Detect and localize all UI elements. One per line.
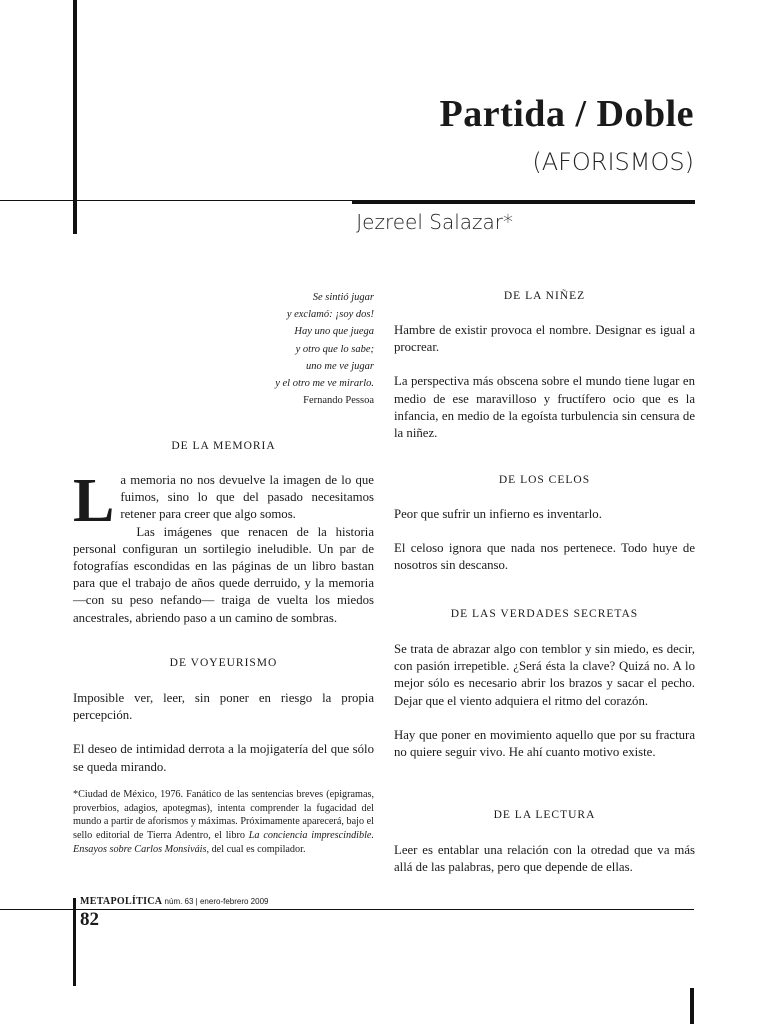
title-underline-rule	[352, 200, 695, 204]
issue-info: núm. 63 | enero-febrero 2009	[164, 897, 269, 906]
epigraph-line: y otro que lo sabe;	[295, 343, 374, 355]
ninez-paragraph-1: Hambre de existir provoca el nombre. Designar es igual a procrear.	[394, 323, 695, 355]
voyeurismo-paragraph-1: Imposible ver, leer, sin poner en riesgo la propia percepción.	[73, 691, 374, 723]
article-author: Jezreel Salazar*	[356, 210, 513, 234]
magazine-name: METAPOLÍTICA	[80, 896, 163, 907]
epigraph-source: Fernando Pessoa	[303, 395, 374, 407]
ninez-paragraph-2: La perspectiva más obscena sobre el mundo tiene lugar en medio de ese maravilloso y fructífero ocio que es la infancia, en medio de la egoísta turbulencia sin censura de la niñez.	[394, 374, 695, 441]
left-vertical-rule-top	[73, 0, 77, 234]
heading-lectura: DE LA LECTURA	[493, 809, 596, 821]
footer-rule	[0, 909, 694, 910]
footnote-text-a: *Ciudad de México, 1976. Fanático de las sentencias breves (epigramas, proverbios, adagios, apotegmas), intenta comprender la fugacidad del mundo a partir de aforismos y máximas. Próximamente aparecerá, bajo el sello editorial de Tierra Adentro, el libro	[73, 789, 374, 842]
bottom-right-corner-mark	[690, 988, 694, 1024]
section-ninez-body	[394, 322, 695, 442]
celos-paragraph-1: Peor que sufrir un infierno es inventarlo.	[394, 507, 602, 521]
drop-cap: L	[73, 467, 115, 535]
memoria-paragraph-2: Las imágenes que renacen de la historia personal configuran un sortilegio ineludible. Un par de fotografías escondidas en las páginas de un libro bastan para que el trabajo de años quede derruido, y la memoria —con su peso nefando— traiga de vuelta los miedos ancestrales, abriendo paso a un camino de sombras.	[73, 524, 374, 625]
epigraph-line: y exclamó: ¡soy dos!	[286, 309, 374, 321]
section-memoria-body	[73, 467, 374, 627]
article-subtitle: (AFORISMOS)	[532, 148, 694, 176]
epigraph-line: Hay uno que juega	[294, 326, 374, 338]
memoria-paragraph-1: a memoria no nos devuelve la imagen de lo que fuimos, sino lo que del pasado necesitamos retener para creer que algo somos.	[120, 473, 374, 522]
epigraph	[200, 289, 374, 409]
heading-memoria: DE LA MEMORIA	[171, 440, 276, 452]
celos-paragraph-2: El celoso ignora que nada nos pertenece. Todo huye de nosotros sin descanso.	[394, 541, 695, 573]
footnote-text-b: , del cual es compilador.	[206, 843, 306, 855]
left-vertical-rule-bottom	[73, 898, 76, 986]
lectura-paragraph-1: Leer es entablar una relación con la otredad que va más allá de las palabras, pero que depende de ellas.	[394, 843, 695, 875]
author-footnote	[73, 788, 374, 857]
section-verdades-body	[394, 641, 695, 761]
page-footer	[80, 896, 268, 907]
section-celos-body	[394, 506, 695, 575]
section-voyeurismo-body	[73, 690, 374, 776]
section-lectura-body	[394, 842, 695, 876]
epigraph-line: y el otro me ve mirarlo.	[275, 378, 374, 390]
heading-voyeurismo: DE VOYEURISMO	[169, 657, 278, 669]
heading-verdades-secretas: DE LAS VERDADES SECRETAS	[450, 608, 639, 620]
heading-celos: DE LOS CELOS	[498, 474, 591, 486]
heading-ninez: DE LA NIÑEZ	[503, 290, 586, 302]
epigraph-line: uno me ve jugar	[306, 360, 374, 372]
page-number: 82	[80, 909, 99, 930]
epigraph-line: Se sintió jugar	[312, 292, 374, 303]
footnote-book-title: La conciencia imprescindible. Ensayos sobre Carlos Monsiváis	[73, 830, 374, 855]
header-horizontal-rule	[0, 200, 352, 201]
verdades-paragraph-2: Hay que poner en movimiento aquello que por su fractura no quiere seguir vivo. He ahí cuanto motivo existe.	[394, 727, 695, 760]
article-title: Partida / Doble	[439, 93, 694, 135]
voyeurismo-paragraph-2: El deseo de intimidad derrota a la mojigatería del que sólo se queda mirando.	[73, 742, 374, 774]
verdades-paragraph-1: Se trata de abrazar algo con temblor y sin miedo, es decir, con pasión irrepetible. ¿Será ésta la clave? Quizá no. A lo mejor sólo es necesario abrir los brazos y sacar el pecho. Dejar que el viento adquiera el ritmo del corazón.	[394, 642, 695, 708]
